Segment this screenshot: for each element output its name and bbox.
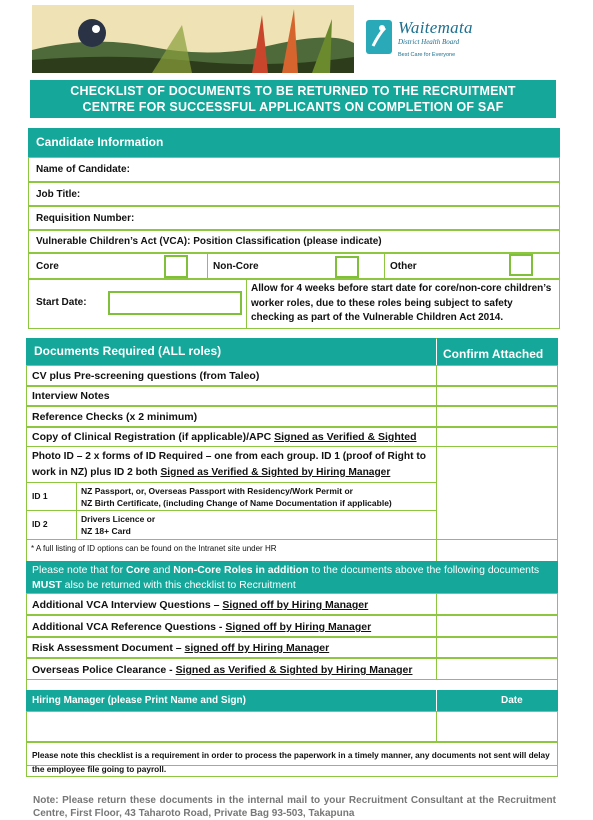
waitemata-logo-icon <box>366 20 392 54</box>
noncore-checkbox[interactable] <box>335 256 359 278</box>
vca-reference-text: Additional VCA Reference Questions - <box>32 621 226 633</box>
org-tagline: Best Care for Everyone <box>398 52 456 58</box>
core-label: Core <box>36 261 59 272</box>
title-line-1: CHECKLIST OF DOCUMENTS TO BE RETURNED TO THE RECRUITMENT <box>70 84 516 98</box>
police-text: Overseas Police Clearance - <box>32 664 176 676</box>
doc-row-vca-interview <box>26 593 558 615</box>
candidate-name-row <box>28 157 560 182</box>
org-name: Waitemata <box>398 18 473 37</box>
doc-row-interview <box>26 386 558 406</box>
doc-cv-label: CV plus Pre-screening questions (from Taleo) <box>32 370 260 382</box>
divider <box>384 254 385 278</box>
hiring-sign-row <box>26 711 558 742</box>
doc-clinical-sign: Signed as Verified & Sighted <box>274 431 417 443</box>
vca-label: Vulnerable Children’s Act (VCA): Position Classification (please indicate) <box>36 236 382 247</box>
core-checkbox[interactable] <box>164 255 188 278</box>
doc-reference-label: Reference Checks (x 2 minimum) <box>32 411 198 423</box>
job-title-field[interactable] <box>179 185 553 205</box>
core-note-part: to the documents above the following documents <box>308 564 540 576</box>
process-note-row <box>26 742 558 777</box>
id-footnote <box>31 544 277 553</box>
police-sign: Signed as Verified & Sighted by Hiring Manager <box>175 664 413 676</box>
allow-note: Allow for 4 weeks before start date for core/non-core children’s worker roles, due to these roles being subject to safety checking as part of the Vulnerable Children Act 2014. <box>251 283 552 323</box>
hiring-manager-field[interactable] <box>31 716 435 740</box>
doc-row-risk <box>26 637 558 658</box>
doc-interview-label: Interview Notes <box>32 390 110 402</box>
document-title <box>30 80 556 118</box>
other-checkbox[interactable] <box>509 254 533 276</box>
divider <box>207 254 208 278</box>
core-note-part: Please note that for <box>32 564 126 576</box>
doc-row-cv <box>26 365 558 386</box>
start-date-label: Start Date: <box>36 297 87 308</box>
doc-clinical-text: Copy of Clinical Registration (if applicable)/APC <box>32 431 275 443</box>
process-note: Please note this checklist is a requirement in order to process the paperwork in a timely manner, any documents not sent will delay the employee file going to payroll. <box>32 750 550 774</box>
divider <box>26 482 436 483</box>
requisition-label: Requisition Number: <box>36 213 135 224</box>
doc-clinical-label <box>32 431 417 443</box>
vca-row <box>28 230 560 253</box>
id1-option-2: NZ Birth Certificate, (including Change of Name Documentation if applicable) <box>81 498 392 508</box>
divider <box>436 712 437 741</box>
police-label <box>32 664 412 676</box>
core-note-part: and <box>149 564 174 576</box>
divider <box>246 280 247 328</box>
doc-row-vca-reference <box>26 615 558 637</box>
risk-sign: signed off by Hiring Manager <box>184 642 330 654</box>
other-label: Other <box>390 261 417 272</box>
candidate-info-heading: Candidate Information <box>28 128 560 157</box>
divider <box>26 539 558 540</box>
start-date-row <box>28 279 560 329</box>
core-roles-note <box>26 561 558 593</box>
doc-row-reference <box>26 406 558 427</box>
doc-photo-sign: Signed as Verified & Sighted by Hiring Manager <box>160 466 391 478</box>
doc-row-police <box>26 658 558 680</box>
id2-options <box>81 513 155 537</box>
id2-option-1: Drivers Licence or <box>81 514 156 524</box>
org-subtitle: District Health Board <box>398 38 460 46</box>
header-banner-image <box>32 5 354 73</box>
risk-text: Risk Assessment Document – <box>32 642 185 654</box>
title-line-2: CENTRE FOR SUCCESSFUL APPLICANTS ON COMPLETION OF SAF <box>82 100 504 114</box>
vca-interview-label <box>32 599 368 611</box>
id2-option-2: NZ 18+ Card <box>81 526 131 536</box>
doc-photo-text: Photo ID – 2 x forms of ID Required – one from each group. ID 1 (proof of Right to work in NZ) plus ID 2 both <box>32 451 426 478</box>
classification-row <box>28 253 560 279</box>
footnote-bullet: * <box>31 544 35 553</box>
vca-interview-sign: Signed off by Hiring Manager <box>222 599 369 611</box>
confirm-heading: Confirm Attached <box>437 338 558 365</box>
core-note-part: also be returned with this checklist to Recruitment <box>61 579 296 591</box>
candidate-name-field[interactable] <box>179 160 553 180</box>
requisition-row <box>28 206 560 230</box>
doc-row-clinical <box>26 427 558 447</box>
landscape-illustration <box>32 5 354 73</box>
risk-label <box>32 642 329 654</box>
date-heading: Date <box>437 690 558 711</box>
requisition-field[interactable] <box>179 209 553 229</box>
core-note-part: Non-Core Roles in addition <box>173 564 309 576</box>
id1-options <box>81 485 392 509</box>
job-title-label: Job Title: <box>36 189 81 200</box>
vca-reference-label <box>32 621 371 633</box>
date-field[interactable] <box>441 716 555 740</box>
id2-label: ID 2 <box>32 519 48 529</box>
vca-interview-text: Additional VCA Interview Questions – <box>32 599 223 611</box>
id1-label: ID 1 <box>32 491 48 501</box>
footnote-text: A full listing of ID options can be found on the Intranet site under HR <box>35 544 277 553</box>
core-note-part: Core <box>125 564 150 576</box>
divider <box>76 482 77 539</box>
candidate-name-label: Name of Candidate: <box>36 164 130 175</box>
noncore-label: Non-Core <box>213 261 259 272</box>
core-note-part: MUST <box>32 579 62 591</box>
doc-photo-id <box>32 449 432 480</box>
divider <box>26 510 436 511</box>
start-date-field[interactable] <box>108 291 242 315</box>
job-title-row <box>28 182 560 206</box>
hiring-manager-heading: Hiring Manager (please Print Name and Sign) <box>26 690 436 711</box>
footer-note: Note: Please return these documents in the internal mail to your Recruitment Consultant at the Recruitment Centre, First Floor, 43 Taharoto Road, Private Bag 93-503, Takapuna <box>33 795 556 819</box>
documents-heading: Documents Required (ALL roles) <box>26 338 436 365</box>
id1-option-1: NZ Passport, or, Overseas Passport with Residency/Work Permit or <box>81 486 353 496</box>
vca-reference-sign: Signed off by Hiring Manager <box>225 621 372 633</box>
